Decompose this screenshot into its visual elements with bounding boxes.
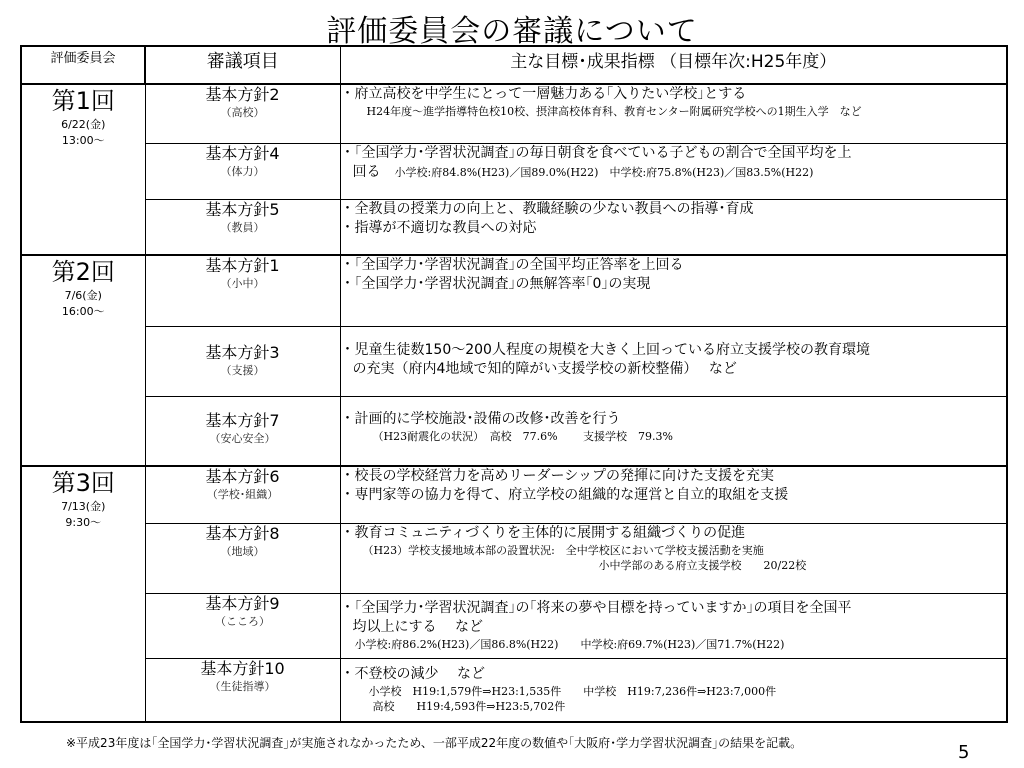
policy-cell bbox=[145, 84, 340, 143]
policy-cell bbox=[145, 199, 340, 255]
table-row bbox=[21, 84, 1007, 143]
policy-category: （学校･組織） bbox=[206, 488, 279, 501]
indicator-line: ・｢全国学力･学習状況調査｣の無解答率｢0｣の実現 bbox=[340, 276, 651, 292]
policy-category: （安心安全） bbox=[209, 431, 276, 445]
table-row bbox=[21, 658, 1007, 722]
policy-name: 基本方針5 bbox=[205, 199, 280, 219]
indicator-line: ・児童生徒数150～200人程度の規模を大きく上回っている府立支援学校の教育環境 bbox=[340, 341, 870, 358]
policy-name: 基本方針9 bbox=[205, 593, 280, 613]
indicator-cell bbox=[340, 658, 1007, 722]
policy-category: （教員） bbox=[220, 220, 265, 234]
meeting-time: 9:30～ bbox=[65, 516, 102, 529]
indicator-line: ・全教員の授業力の向上と、教職経験の少ない教員への指導･育成 bbox=[340, 200, 754, 217]
page-title: 評価委員会の審議について bbox=[326, 14, 698, 49]
indicator-detail: 小学校:府86.2%(H23)／国86.8%(H22) 中学校:府69.7%(H23)／国71.7%(H22) bbox=[354, 637, 785, 651]
policy-cell bbox=[145, 326, 340, 396]
indicator-cell bbox=[340, 143, 1007, 199]
indicator-detail: （H23）学校支援地域本部の設置状況: 全中学校区において学校支援活動を実施 bbox=[362, 543, 764, 557]
indicator-line: ・教育コミュニティづくりを主体的に展開する組織づくりの促進 bbox=[340, 524, 746, 541]
table-row bbox=[21, 199, 1007, 255]
policy-cell bbox=[145, 523, 340, 593]
policy-name: 基本方針3 bbox=[205, 342, 280, 362]
policy-category: （地域） bbox=[220, 544, 265, 558]
indicator-line: ・府立高校を中学生にとって一層魅力ある｢入りたい学校｣とする bbox=[340, 86, 747, 102]
table-row bbox=[21, 466, 1007, 523]
meeting-time: 13:00～ bbox=[61, 134, 105, 147]
table-row bbox=[21, 593, 1007, 658]
indicator-line: ・指導が不適切な教員への対応 bbox=[340, 219, 537, 236]
header-indicators: 主な目標･成果指標 （目標年次:H25年度） bbox=[340, 46, 1007, 84]
indicator-detail: 小中学部のある府立支援学校 20/22校 bbox=[598, 558, 807, 572]
meeting-date: 7/6(金) bbox=[64, 289, 102, 302]
meeting-name: 第3回 bbox=[51, 469, 115, 497]
meeting-date: 7/13(金) bbox=[61, 500, 106, 513]
policy-cell bbox=[145, 466, 340, 523]
indicator-line: ・｢全国学力･学習状況調査｣の｢将来の夢や目標を持っていますか｣の項目を全国平 bbox=[340, 599, 852, 616]
indicator-line: ・｢全国学力･学習状況調査｣の毎日朝食を食べている子どもの割合で全国平均を上 bbox=[340, 144, 852, 161]
policy-category: （小中） bbox=[220, 277, 265, 290]
indicator-line: ・専門家等の協力を得て、府立学校の組織的な運営と自立的取組を支援 bbox=[340, 487, 789, 503]
indicator-cell bbox=[340, 593, 1007, 658]
policy-name: 基本方針8 bbox=[205, 523, 280, 543]
policy-cell bbox=[145, 255, 340, 326]
footnote: ※平成23年度は｢全国学力･学習状況調査｣が実施されなかったため、一部平成22年度の数値や｢大阪府･学力学習状況調査｣の結果を記載。 bbox=[66, 736, 803, 750]
policy-cell bbox=[145, 396, 340, 466]
table-row bbox=[21, 523, 1007, 593]
meeting-1-cell bbox=[21, 84, 145, 255]
indicator-line: ・｢全国学力･学習状況調査｣の全国平均正答率を上回る bbox=[340, 257, 684, 273]
indicator-cell bbox=[340, 466, 1007, 523]
indicator-cell bbox=[340, 523, 1007, 593]
indicator-line: ・校長の学校経営力を高めリーダーシップの発揮に向けた支援を充実 bbox=[340, 468, 774, 484]
policy-category: （支援） bbox=[220, 363, 265, 377]
policy-cell bbox=[145, 593, 340, 658]
review-schedule-table bbox=[20, 45, 1008, 723]
indicator-detail: H24年度～進学指導特色校10校、摂津高校体育科、教育センター附属研究学校への1期生入学 など bbox=[366, 105, 862, 118]
indicator-cell bbox=[340, 326, 1007, 396]
policy-cell bbox=[145, 143, 340, 199]
indicator-text: 回る bbox=[352, 163, 381, 180]
table-row bbox=[21, 396, 1007, 466]
indicator-line: ・計画的に学校施設･設備の改修･改善を行う bbox=[340, 410, 621, 427]
indicator-detail: （H23耐震化の状況） 高校 77.6% 支援学校 79.3% bbox=[372, 429, 673, 443]
indicator-detail: 高校 H19:4,593件⇒H23:5,702件 bbox=[372, 699, 566, 713]
table-header-row bbox=[21, 46, 1007, 84]
policy-category: （生徒指導） bbox=[209, 679, 276, 693]
indicator-detail: 小学校:府84.8%(H23)／国89.0%(H22) 中学校:府75.8%(H23)／国83.5%(H22) bbox=[394, 165, 814, 179]
policy-category: （体力） bbox=[220, 164, 265, 178]
table-row bbox=[21, 255, 1007, 326]
meeting-name: 第1回 bbox=[51, 87, 115, 115]
policy-name: 基本方針4 bbox=[205, 143, 280, 163]
meeting-2-cell bbox=[21, 255, 145, 466]
policy-category: （高校） bbox=[220, 106, 265, 119]
policy-name: 基本方針1 bbox=[205, 256, 280, 275]
indicator-line: 均以上にする など bbox=[352, 618, 483, 635]
indicator-cell bbox=[340, 255, 1007, 326]
meeting-date: 6/22(金) bbox=[61, 118, 106, 131]
meeting-name: 第2回 bbox=[51, 258, 115, 286]
indicator-line: の充実（府内4地域で知的障がい支援学校の新校整備） など bbox=[352, 360, 737, 377]
table-row bbox=[21, 143, 1007, 199]
table-row bbox=[21, 326, 1007, 396]
policy-cell bbox=[145, 658, 340, 722]
indicator-line bbox=[341, 163, 1007, 182]
indicator-cell bbox=[340, 199, 1007, 255]
indicator-line: ・不登校の減少 など bbox=[340, 665, 485, 682]
indicator-cell bbox=[340, 84, 1007, 143]
meeting-time: 16:00～ bbox=[61, 305, 105, 318]
header-committee: 評価委員会 bbox=[21, 46, 145, 84]
policy-name: 基本方針6 bbox=[205, 467, 280, 486]
header-items: 審議項目 bbox=[145, 46, 340, 84]
meeting-3-cell bbox=[21, 466, 145, 722]
indicator-detail: 小学校 H19:1,579件⇒H23:1,535件 中学校 H19:7,236件⇒H23:7,000件 bbox=[368, 684, 777, 698]
indicator-cell bbox=[340, 396, 1007, 466]
policy-name: 基本方針10 bbox=[200, 658, 285, 678]
policy-category: （こころ） bbox=[215, 614, 270, 628]
page-number: 5 bbox=[958, 742, 970, 763]
policy-name: 基本方針7 bbox=[205, 410, 280, 430]
policy-name: 基本方針2 bbox=[205, 85, 280, 104]
